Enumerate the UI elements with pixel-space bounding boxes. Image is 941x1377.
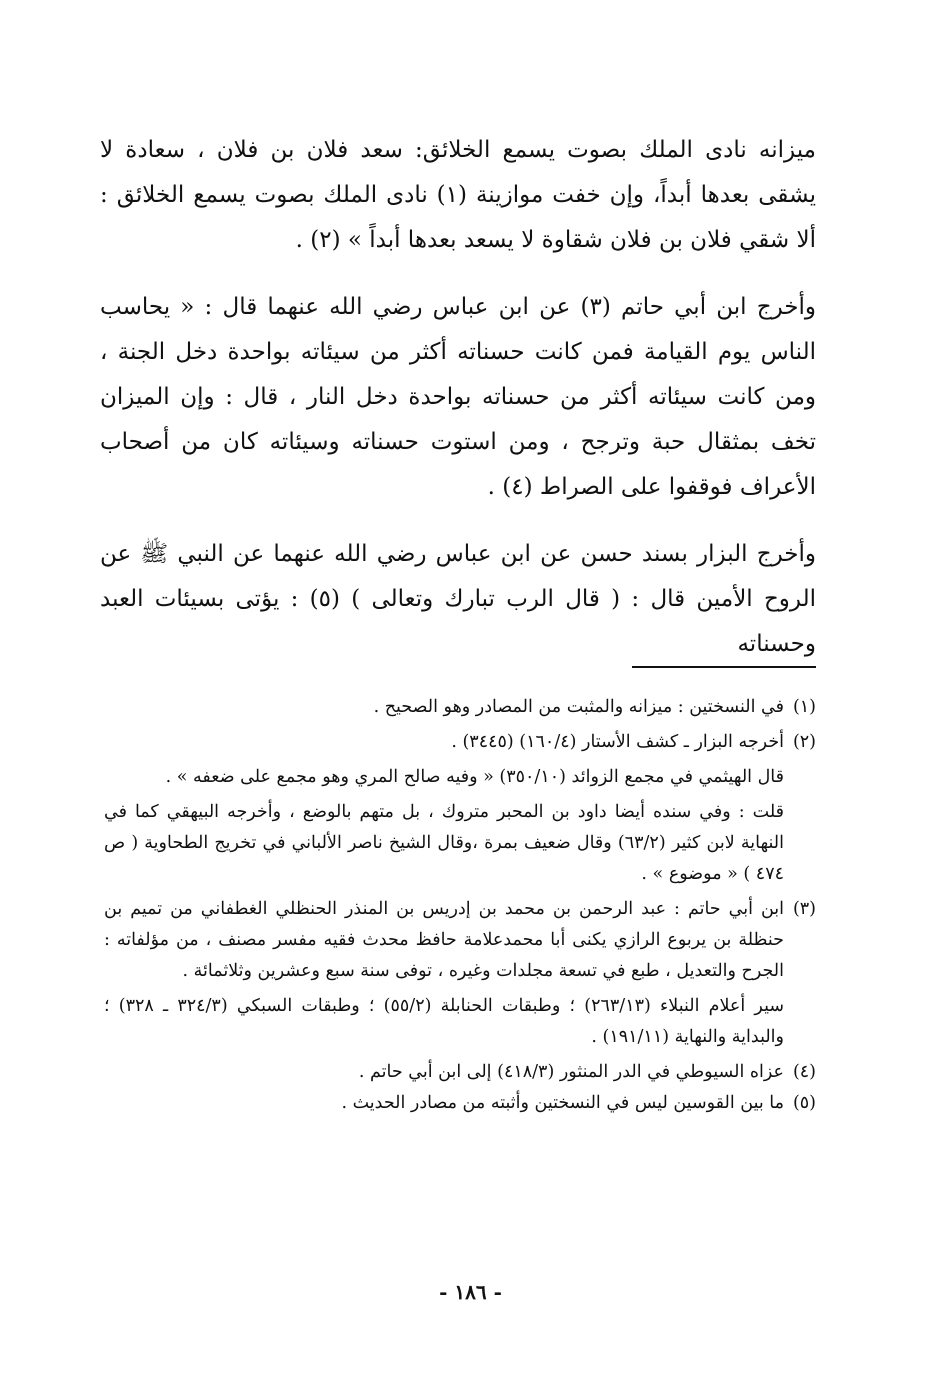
paragraph-3: وأخرج البزار بسند حسن عن ابن عباس رضي الله عنهما عن النبي ﷺ عن الروح الأمين قال : ( قال الرب تبارك وتعالى ) (٥) : يؤتى بسيئات العبد وحسناته — [100, 541, 817, 657]
footnote-3 — [104, 894, 816, 1053]
footnote-text: عزاه السيوطي في الدر المنثور (٤١٨/٣) إلى ابن أبي حاتم . — [358, 1062, 784, 1082]
page-number: - ١٨٦ - — [439, 1280, 502, 1304]
main-text — [100, 128, 816, 689]
footnote-text: ما بين القوسين ليس في النسختين وأثبته من مصادر الحديث . — [341, 1093, 784, 1113]
paragraph-2: وأخرج ابن أبي حاتم (٣) عن ابن عباس رضي الله عنهما قال : « يحاسب الناس يوم القيامة فمن كانت حسناته أكثر من سيئاته بواحدة دخل الجنة ، ومن كانت سيئاته أكثر من حسناته بواحدة دخل النار ، قال : وإن الميزان تخف بمثقال حبة وترجح ، ومن استوت حسناته وسيئاته كان من أصحاب الأعراف فوقفوا على الصراط (٤) . — [100, 294, 817, 500]
footnote-number: (٥) — [792, 1093, 816, 1113]
paragraph-1: ميزانه نادى الملك بصوت يسمع الخلائق: سعد فلان بن فلان ، سعادة لا يشقى بعدها أبداً، وإن خفت موازينة (١) نادى الملك بصوت يسمع الخلائق : ألا شقي فلان بن فلان شقاوة لا يسعد بعدها أبداً » (٢) . — [100, 137, 816, 253]
footnote-1 — [104, 692, 816, 723]
footnote-2 — [104, 727, 816, 890]
footnote-number: (٤) — [792, 1062, 816, 1082]
footnote-text: أخرجه البزار ـ كشف الأستار (١٦٠/٤) (٣٤٤٥) . — [451, 732, 784, 752]
footnotes — [104, 692, 816, 1119]
footnote-text: ابن أبي حاتم : عبد الرحمن بن محمد بن إدريس بن المنذر الحنظلي الغطفاني من تميم بن حنظلة بن يربوع الرازي يكنى أبا محمدعلامة حافظ محدث فقيه مفسر مصنف ، من مؤلفاته : الجرح والتعديل ، طبع في تسعة مجلدات وغيره ، توفى سنة سبع وعشرين وثلاثمائة . — [104, 899, 784, 981]
footnote-4 — [104, 1057, 816, 1088]
footnote-5 — [104, 1088, 816, 1119]
footnote-continuation: قال الهيثمي في مجمع الزوائد (٣٥٠/١٠) « وفيه صالح المري وهو مجمع على ضعفه » . — [165, 767, 784, 787]
footnote-continuation: سير أعلام النبلاء (٢٦٣/١٣) ؛ وطبقات الحنابلة (٥٥/٢) ؛ وطبقات السبكي (٣٢٤/٣ ـ ٣٢٨) ؛ والبداية والنهاية (١٩١/١١) . — [104, 996, 785, 1047]
footnote-number: (٣) — [792, 899, 816, 919]
footnote-separator — [632, 666, 816, 668]
footnote-number: (١) — [792, 697, 816, 717]
footnote-continuation: قلت : وفي سنده أيضا داود بن المحبر متروك ، بل متهم بالوضع ، وأخرجه البيهقي كما في النهاية لابن كثير (٦٣/٢) وقال ضعيف بمرة ،وقال الشيخ ناصر الألباني في تخريج الطحاوية ( ص ٤٧٤ ) « موضوع » . — [104, 802, 784, 884]
footnote-number: (٢) — [792, 732, 816, 752]
footnote-text: في النسختين : ميزانه والمثبت من المصادر وهو الصحيح . — [373, 697, 784, 717]
